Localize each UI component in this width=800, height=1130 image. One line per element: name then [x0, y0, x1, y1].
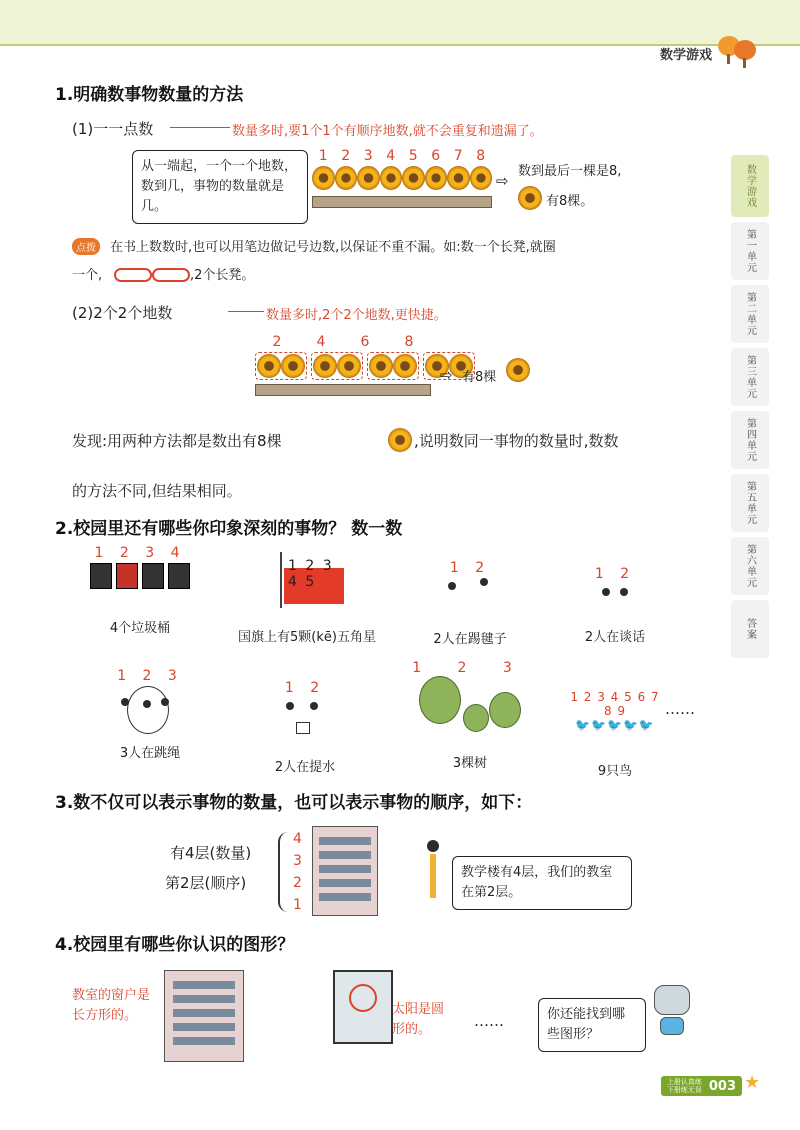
item-numbers: 1 2 3 [117, 668, 183, 684]
sunflower-icon [518, 186, 542, 210]
sunflower-row-1 [312, 148, 492, 220]
sunflower-icon [447, 166, 470, 190]
discovery-line-a: 发现:用两种方法都是数出有8棵 [72, 432, 282, 450]
label-order: 第2层(顺序) [165, 874, 247, 892]
item-numbers: 1 2 3 [412, 660, 528, 676]
method-2-label: (2)2个2个地数 [72, 304, 173, 322]
school-building-icon [312, 826, 378, 916]
child-icon [620, 588, 628, 596]
count-number: 1 [318, 148, 328, 164]
teacher-body [430, 854, 436, 898]
item-talking [560, 566, 670, 645]
note-sun: 太阳是圆形的。 [392, 1002, 445, 1037]
item-numbers: 1 2 3 4 [94, 545, 186, 561]
arrow-icon: ⇨ [496, 172, 509, 190]
sunflower-icon [388, 428, 412, 452]
child-icon [480, 578, 488, 586]
sunflower-icon [257, 354, 281, 378]
sunflower-icon [335, 166, 358, 190]
pair-group [311, 352, 363, 380]
count-number: 7 [453, 148, 463, 164]
flag-pole [280, 552, 282, 608]
result-2: 有8棵 [462, 370, 497, 385]
teacher-speech-bubble: 教学楼有4层，我们的教室在第2层。 [452, 856, 632, 910]
bucket-icon [296, 722, 310, 734]
tree-icon [463, 704, 489, 732]
child-icon [121, 698, 129, 706]
jump-rope-icon [127, 686, 169, 734]
trash-bin-icon [90, 563, 112, 589]
trash-bin-icon [168, 563, 190, 589]
ellipsis: …… [474, 1012, 504, 1030]
item-caption: 3人在跳绳 [119, 746, 181, 761]
child-icon [602, 588, 610, 596]
birds-icon: 🐦🐦🐦🐦🐦 [575, 718, 655, 732]
method-1-note: 数量多时,要1个1个有顺序地数,就不会重复和遗漏了。 [232, 124, 543, 139]
item-trees [405, 660, 535, 771]
count-number: 2 [272, 334, 282, 350]
sunflower-icon [393, 354, 417, 378]
item-numbers: 1 2 [284, 680, 326, 696]
trash-bin-icon [116, 563, 138, 589]
sunflower-icon [402, 166, 425, 190]
method-1-label: (1)一一点数 [72, 120, 154, 138]
sunflower-icon [357, 166, 380, 190]
result-1-line-b: 有8棵。 [546, 194, 594, 209]
tree-icon [489, 692, 521, 728]
child-icon [143, 700, 151, 708]
sunflower-icon [337, 354, 361, 378]
child-icon [161, 698, 169, 706]
tab-answers[interactable]: 答案 [731, 600, 769, 658]
arrow-icon: ⇨ [440, 366, 453, 384]
header-title: 数学游戏 [659, 48, 712, 63]
tree-icon [419, 676, 461, 724]
sunflower-icon [425, 166, 448, 190]
item-birds [570, 690, 660, 779]
tab-math-game[interactable]: 数学游戏 [731, 155, 769, 217]
sunflower-icon [369, 354, 393, 378]
item-caption: 9只鸟 [597, 764, 633, 779]
planter-box [255, 384, 431, 396]
sunflower-icon [312, 166, 335, 190]
label-quantity: 有4层(数量) [170, 844, 252, 862]
ellipsis: …… [665, 700, 695, 718]
floor-number: 4 [293, 831, 302, 847]
item-caption: 4个垃圾桶 [109, 621, 171, 636]
item-numbers: 1 2 [449, 560, 491, 576]
floor-numbers [293, 828, 302, 916]
footer-badge-text: 上册认真练 下册练无误 [666, 1078, 702, 1094]
count-number: 4 [386, 148, 396, 164]
floor-number: 1 [293, 897, 302, 913]
section-1-title: 1.明确数事物数量的方法 [55, 85, 244, 105]
tree-logo-icon [718, 36, 758, 66]
discovery-line-b: ,说明数同一事物的数量时,数数 [414, 432, 619, 450]
bench-circled-icon [114, 268, 152, 282]
sunflower-icon [470, 166, 493, 190]
sunflower-icon [506, 358, 530, 382]
item-caption: 国旗上有5颗(kē)五角星 [238, 630, 376, 645]
child-icon [286, 702, 294, 710]
trash-bin-icon [142, 563, 164, 589]
tab-unit-1[interactable]: 第一单元 [731, 222, 769, 280]
tab-unit-2[interactable]: 第二单元 [731, 285, 769, 343]
sunflower-icon [313, 354, 337, 378]
tip-line-a: 在书上数数时,也可以用笔边做记号边数,以保证不重不漏。如:数一个长凳,就圈 [110, 240, 556, 255]
classroom-building-icon [164, 970, 244, 1062]
pair-group [367, 352, 419, 380]
tab-unit-4[interactable]: 第四单元 [731, 411, 769, 469]
counting-tip-bubble: 从一端起，一个一个地数，数到几，事物的数量就是几。 [132, 150, 308, 224]
floor-number: 2 [293, 875, 302, 891]
planter-box [312, 196, 492, 208]
note-window: 教室的窗户是长方形的。 [72, 988, 151, 1023]
item-trash-bins [85, 545, 195, 636]
footer-page-badge [661, 1076, 742, 1096]
pair-group [255, 352, 307, 380]
child-icon [448, 582, 456, 590]
tab-unit-5[interactable]: 第五单元 [731, 474, 769, 532]
discovery-line-c: 的方法不同,但结果相同。 [72, 482, 242, 500]
count-number: 8 [476, 148, 486, 164]
method-2-note: 数量多时,2个2个地数,更快捷。 [266, 308, 447, 323]
item-numbers: 1 2 3 4 5 6 7 8 9 [570, 690, 660, 718]
section-2-title: 2.校园里还有哪些你印象深刻的事物？ 数一数 [55, 519, 403, 539]
item-shuttlecock [410, 560, 530, 647]
count-number: 6 [360, 334, 370, 350]
method-2-arrow [228, 311, 264, 312]
item-caption: 2人在谈话 [584, 630, 646, 645]
teacher-icon [427, 840, 439, 852]
item-jump-rope [95, 668, 205, 761]
count-number: 4 [316, 334, 326, 350]
section-4-title: 4.校园里有哪些你认识的图形？ [55, 935, 295, 955]
item-caption: 2人在提水 [274, 760, 336, 775]
bench-circled-icon [152, 268, 190, 282]
robot-speech-bubble: 你还能找到哪些图形？ [538, 998, 646, 1052]
method-1-arrow [170, 127, 230, 128]
sunflower-icon [380, 166, 403, 190]
tab-unit-6[interactable]: 第六单元 [731, 537, 769, 595]
tab-unit-3[interactable]: 第三单元 [731, 348, 769, 406]
sunflower-row-2 [255, 334, 431, 404]
item-caption: 2人在踢毽子 [433, 632, 507, 647]
count-number: 5 [408, 148, 418, 164]
window-sun-icon [333, 970, 393, 1044]
count-number: 3 [363, 148, 373, 164]
header-bar [0, 0, 800, 44]
tip-line-b2: ,2个长凳。 [190, 268, 255, 283]
count-number: 6 [431, 148, 441, 164]
floor-number: 3 [293, 853, 302, 869]
child-icon [310, 702, 318, 710]
brace [278, 832, 294, 912]
item-caption: 3棵树 [452, 756, 488, 771]
item-numbers: 1 2 3 4 5 [288, 558, 334, 590]
tip-badge: 点拨 [72, 238, 100, 255]
section-3-title: 3.数不仅可以表示事物的数量，也可以表示事物的顺序，如下： [55, 793, 533, 813]
item-carrying-water [250, 680, 360, 775]
count-number: 2 [341, 148, 351, 164]
star-icon: ★ [744, 1072, 761, 1093]
sunflower-icon [281, 354, 305, 378]
item-flag [222, 552, 392, 645]
robot-icon [652, 985, 692, 1031]
result-1-line-a: 数到最后一棵是8, [518, 164, 622, 179]
tip-line-b1: 一个, [72, 268, 103, 283]
page-number: 003 [708, 1078, 736, 1094]
item-numbers: 1 2 [594, 566, 636, 582]
count-number: 8 [404, 334, 414, 350]
